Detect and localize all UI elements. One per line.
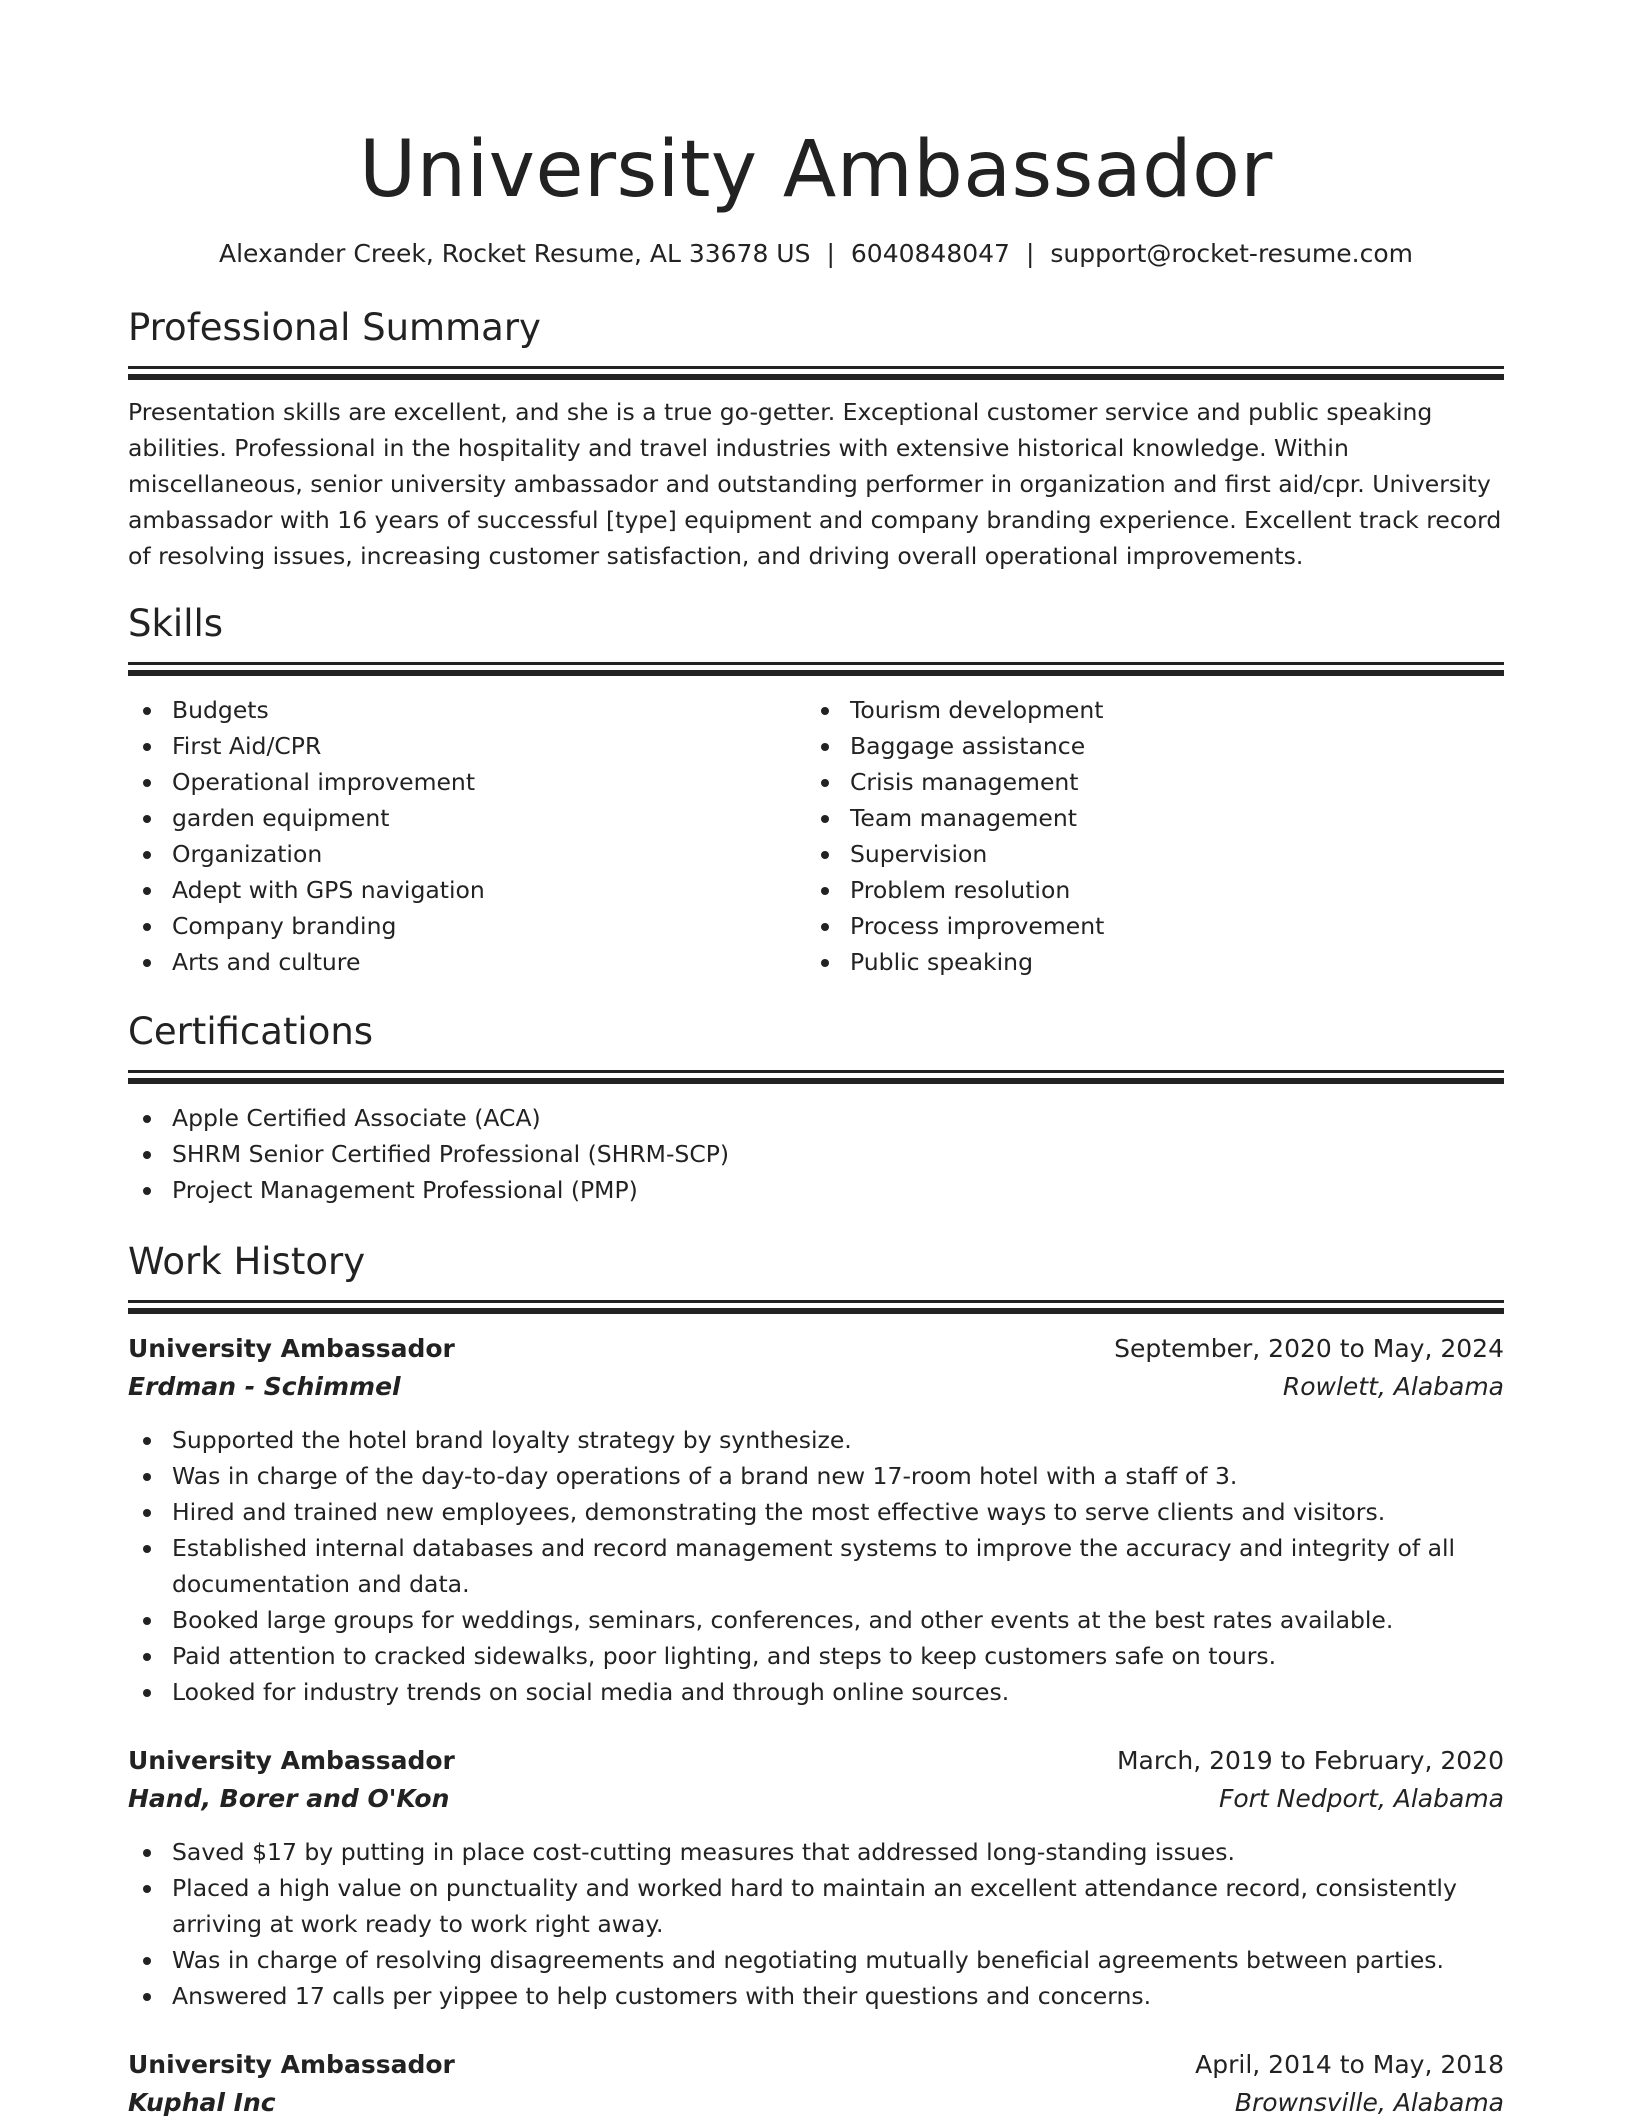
skills-column-right — [806, 692, 1484, 980]
skills-section — [128, 600, 1504, 980]
certification-item: Apple Certified Associate (ACA) — [172, 1100, 1504, 1136]
work-history-heading: Work History — [128, 1240, 366, 1283]
job-entry — [128, 1742, 1504, 2014]
skill-item: Adept with GPS navigation — [172, 872, 806, 908]
skill-item: Supervision — [850, 836, 1484, 872]
job-entry — [128, 2046, 1504, 2122]
job-company: Kuphal Inc — [128, 2088, 276, 2117]
skill-item: Process improvement — [850, 908, 1484, 944]
section-rule — [128, 1300, 1504, 1303]
job-bullet: Was in charge of the day-to-day operations of a brand new 17-room hotel with a staff of 3. — [172, 1458, 1504, 1494]
job-bullet-list — [128, 1834, 1504, 2014]
skill-item: Problem resolution — [850, 872, 1484, 908]
section-rule — [128, 366, 1504, 369]
contact-email: support@rocket-resume.com — [1050, 239, 1414, 268]
bullet-icon — [821, 815, 829, 823]
job-bullet: Answered 17 calls per yippee to help customers with their questions and concerns. — [172, 1978, 1504, 2014]
contact-address: Alexander Creek, Rocket Resume, AL 33678 US — [218, 239, 811, 268]
job-bullet: Looked for industry trends on social media and through online sources. — [172, 1674, 1504, 1710]
section-rule-thick — [128, 1078, 1504, 1084]
bullet-icon — [143, 1473, 151, 1481]
job-bullet: Hired and trained new employees, demonstrating the most effective ways to serve clients and visitors. — [172, 1494, 1504, 1530]
job-bullet: Supported the hotel brand loyalty strategy by synthesize. — [172, 1422, 1504, 1458]
job-bullet-list — [128, 1422, 1504, 1710]
bullet-icon — [143, 1545, 151, 1553]
bullet-icon — [143, 1187, 151, 1195]
skill-item: Baggage assistance — [850, 728, 1484, 764]
job-header — [128, 1742, 1504, 1780]
skills-column-left — [128, 692, 806, 980]
resume-page — [128, 0, 1504, 2122]
skill-item: Organization — [172, 836, 806, 872]
bullet-icon — [143, 1617, 151, 1625]
bullet-icon — [143, 959, 151, 967]
skills-list-right — [806, 692, 1484, 980]
certification-item: Project Management Professional (PMP) — [172, 1172, 1504, 1208]
bullet-icon — [143, 779, 151, 787]
skills-list-left — [128, 692, 806, 980]
job-company: Erdman - Schimmel — [128, 1372, 401, 1401]
job-header — [128, 1330, 1504, 1368]
contact-phone: 6040848047 — [850, 239, 1010, 268]
skill-item: Operational improvement — [172, 764, 806, 800]
section-rule-thick — [128, 374, 1504, 380]
skills-grid — [128, 692, 1504, 980]
job-bullet: Established internal databases and record management systems to improve the accuracy and integrity of all documentation and data. — [172, 1530, 1504, 1602]
bullet-icon — [143, 1509, 151, 1517]
job-bullet: Paid attention to cracked sidewalks, poor lighting, and steps to keep customers safe on tours. — [172, 1638, 1504, 1674]
section-rule-thick — [128, 1308, 1504, 1314]
job-dates: March, 2019 to February, 2020 — [1116, 1746, 1504, 1775]
summary-section — [128, 304, 1504, 574]
skill-item: Crisis management — [850, 764, 1484, 800]
job-bullet: Placed a high value on punctuality and worked hard to maintain an excellent attendance record, consistently arriving at work ready to work right away. — [172, 1870, 1504, 1942]
skill-item: Public speaking — [850, 944, 1484, 980]
bullet-icon — [143, 1653, 151, 1661]
bullet-icon — [143, 1689, 151, 1697]
bullet-icon — [143, 1993, 151, 2001]
resume-title: University Ambassador — [359, 125, 1273, 215]
contact-line — [128, 238, 1504, 270]
skill-item: First Aid/CPR — [172, 728, 806, 764]
job-bullet: Saved $17 by putting in place cost-cutting measures that addressed long-standing issues. — [172, 1834, 1504, 1870]
bullet-icon — [143, 923, 151, 931]
job-location: Rowlett, Alabama — [1282, 1372, 1504, 1401]
skills-heading: Skills — [128, 602, 224, 645]
bullet-icon — [143, 851, 151, 859]
bullet-icon — [143, 1115, 151, 1123]
job-dates: April, 2014 to May, 2018 — [1195, 2050, 1504, 2079]
job-role: University Ambassador — [128, 1334, 455, 1363]
job-bullet: Booked large groups for weddings, seminars, conferences, and other events at the best rates available. — [172, 1602, 1504, 1638]
section-rule — [128, 662, 1504, 665]
certifications-section — [128, 1008, 1504, 1208]
job-subheader — [128, 2084, 1504, 2122]
bullet-icon — [821, 707, 829, 715]
work-history-section — [128, 1238, 1504, 2122]
job-role: University Ambassador — [128, 1746, 455, 1775]
skill-item: Team management — [850, 800, 1484, 836]
skill-item: Tourism development — [850, 692, 1484, 728]
bullet-icon — [143, 815, 151, 823]
job-company: Hand, Borer and O'Kon — [128, 1784, 450, 1813]
bullet-icon — [143, 887, 151, 895]
summary-text: Presentation skills are excellent, and she is a true go-getter. Exceptional customer service and public speaking abilities. Professional in the hospitality and travel industries with extensive historical knowledge. Within miscellaneous, senior university ambassador and outstanding performer in organization and first aid/cpr. University ambassador with 16 years of successful [type] equipment and company branding experience. Excellent track record of resolving issues, increasing customer satisfaction, and driving overall operational improvements. — [128, 398, 1502, 570]
job-location: Brownsville, Alabama — [1234, 2088, 1504, 2117]
bullet-icon — [821, 887, 829, 895]
job-subheader — [128, 1780, 1504, 1818]
skill-item: Company branding — [172, 908, 806, 944]
bullet-icon — [143, 1885, 151, 1893]
skill-item: garden equipment — [172, 800, 806, 836]
bullet-icon — [143, 743, 151, 751]
bullet-icon — [821, 743, 829, 751]
skill-item: Budgets — [172, 692, 806, 728]
bullet-icon — [821, 959, 829, 967]
bullet-icon — [821, 851, 829, 859]
job-subheader — [128, 1368, 1504, 1406]
certifications-heading: Certifications — [128, 1010, 374, 1053]
certification-item: SHRM Senior Certified Professional (SHRM-SCP) — [172, 1136, 1504, 1172]
bullet-icon — [821, 923, 829, 931]
job-location: Fort Nedport, Alabama — [1218, 1784, 1504, 1813]
bullet-icon — [143, 1849, 151, 1857]
certifications-list — [128, 1100, 1504, 1208]
contact-separator: | — [826, 239, 835, 268]
job-role: University Ambassador — [128, 2050, 455, 2079]
bullet-icon — [821, 779, 829, 787]
skill-item: Arts and culture — [172, 944, 806, 980]
job-dates: September, 2020 to May, 2024 — [1114, 1334, 1504, 1363]
section-rule-thick — [128, 670, 1504, 676]
summary-heading: Professional Summary — [128, 306, 541, 349]
job-bullet: Was in charge of resolving disagreements and negotiating mutually beneficial agreements between parties. — [172, 1942, 1504, 1978]
bullet-icon — [143, 1437, 151, 1445]
bullet-icon — [143, 1151, 151, 1159]
bullet-icon — [143, 1957, 151, 1965]
section-rule — [128, 1070, 1504, 1073]
job-entry — [128, 1330, 1504, 1710]
contact-separator: | — [1025, 239, 1035, 268]
bullet-icon — [143, 707, 151, 715]
job-header — [128, 2046, 1504, 2084]
